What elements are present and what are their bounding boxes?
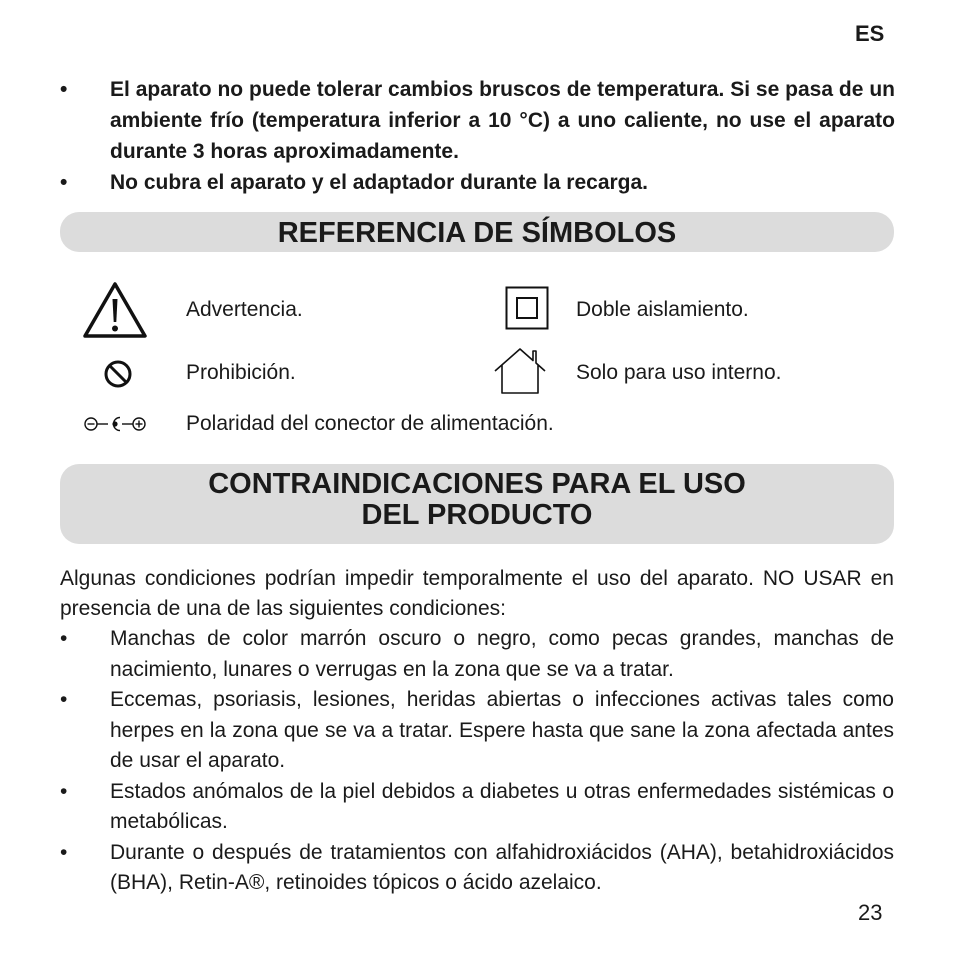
heading-line-2: DEL PRODUCTO	[361, 499, 593, 531]
bullet-dot: •	[60, 78, 68, 101]
bullet-text: Manchas de color marrón oscuro o negro, como pecas grandes, manchas de nacimiento, lunares o verrugas en la zona que se va a tratar.	[110, 627, 894, 681]
bullet-dot: •	[60, 627, 68, 650]
list-item	[60, 838, 894, 899]
bullet-text: Estados anómalos de la piel debidos a diabetes u otras enfermedades sistémicas o metabólicas.	[110, 779, 894, 833]
symbols-section-heading: REFERENCIA DE SÍMBOLOS	[60, 212, 894, 252]
list-item	[60, 167, 895, 198]
bullet-dot: •	[60, 171, 68, 194]
double-insulation-icon	[505, 286, 549, 330]
list-item	[60, 624, 894, 685]
language-code: ES	[855, 21, 885, 46]
symbol-label-prohibition: Prohibición.	[186, 361, 296, 384]
bullet-dot: •	[60, 688, 68, 711]
prohibition-icon	[103, 359, 133, 389]
polarity-icon	[80, 413, 150, 435]
house-icon	[492, 346, 548, 396]
bullet-text: Durante o después de tratamientos con alfahidroxiácidos (AHA), betahidroxiácidos (BHA), Retin-A®, retinoides tópicos o ácido azelaico.	[110, 840, 894, 894]
symbol-label-indoor: Solo para uso interno.	[576, 361, 782, 384]
bullet-dot: •	[60, 840, 68, 864]
page-number: 23	[858, 900, 883, 925]
bullet-text: El aparato no puede tolerar cambios bruscos de temperatura. Si se pasa de un ambiente frío (temperatura inferior a 10 °C) a uno caliente, no use el aparato durante 3 horas aproximadamente.	[110, 78, 895, 163]
top-bullet-list	[60, 74, 895, 198]
symbol-label-polarity: Polaridad del conector de alimentación.	[186, 412, 554, 435]
contraindications-list	[60, 624, 894, 899]
list-item	[60, 685, 894, 777]
bullet-dot: •	[60, 779, 68, 803]
symbol-label-double-insulation: Doble aislamiento.	[576, 298, 749, 321]
list-item	[60, 74, 895, 167]
warning-triangle-icon	[82, 281, 148, 339]
intro-paragraph: Algunas condiciones podrían impedir temporalmente el uso del aparato. NO USAR en presencia de una de las siguientes condiciones:	[60, 567, 894, 620]
contraindications-section-heading	[60, 464, 894, 544]
heading-line-1: CONTRAINDICACIONES PARA EL USO	[208, 468, 746, 500]
symbol-label-warning: Advertencia.	[186, 298, 303, 321]
bullet-text: No cubra el aparato y el adaptador durante la recarga.	[110, 171, 649, 194]
list-item	[60, 777, 894, 838]
bullet-text: Eccemas, psoriasis, lesiones, heridas abiertas o infecciones activas tales como herpes en la zona que se va a tratar. Espere hasta que sane la zona afectada antes de usar el aparato.	[110, 688, 894, 772]
